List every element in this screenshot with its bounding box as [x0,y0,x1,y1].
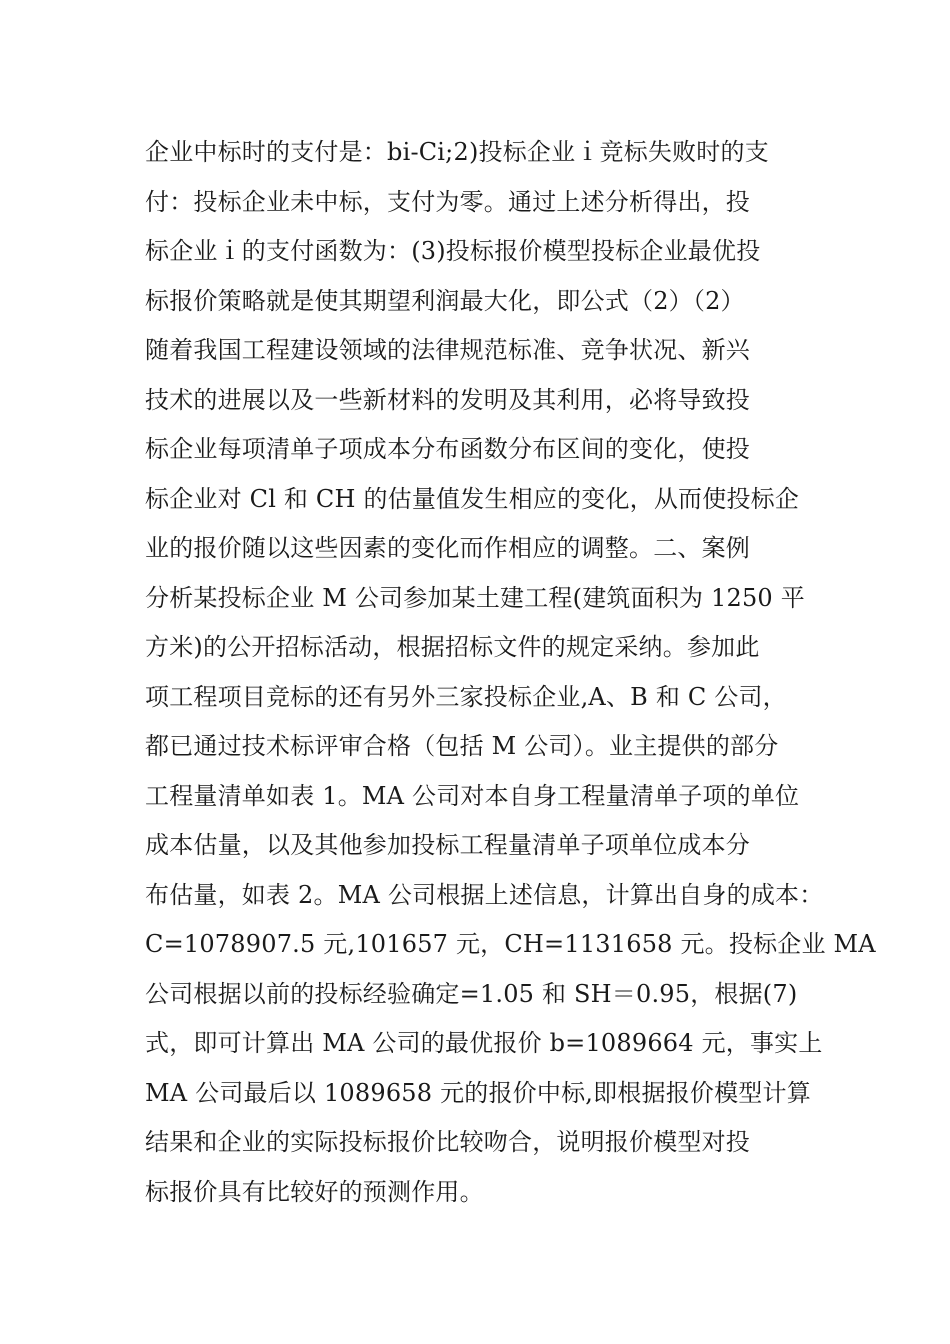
text-line: 标企业每项清单子项成本分布函数分布区间的变化，使投 [145,435,750,463]
text-line: 公司根据以前的投标经验确定=1.05 和 SH＝0.95，根据(7) [145,979,798,1008]
text-line: 工程量清单如表 1。MA 公司对本自身工程量清单子项的单位 [145,781,800,810]
text-line: 都已通过技术标评审合格（包括 M 公司）。业主提供的部分 [145,732,779,760]
text-line: 企业中标时的支付是：bi-Ci;2)投标企业ｉ竞标失败时的支 [145,138,769,166]
text-line: 布估量，如表 2。MA 公司根据上述信息，计算出自身的成本： [145,880,824,909]
body-paragraph [145,128,876,1217]
text-line: 标企业ｉ的支付函数为：(3)投标报价模型投标企业最优投 [145,237,761,265]
text-line: 标报价具有比较好的预测作用。 [145,1177,484,1206]
text-line: 式，即可计算出 MA 公司的最优报价 b=1089664 元，事实上 [145,1029,823,1057]
text-line: 方米)的公开招标活动，根据招标文件的规定采纳。参加此 [145,633,760,661]
text-line: 付：投标企业未中标，支付为零。通过上述分析得出，投 [145,187,750,216]
text-line: 标报价策略就是使其期望利润最大化，即公式（2）（2） [145,286,745,315]
text-line: C=1078907.5 元,101657 元，CH=1131658 元。投标企业 MA [145,930,876,958]
text-line: 分析某投标企业 M 公司参加某土建工程(建筑面积为 1250 平 [145,583,805,612]
text-line: MA 公司最后以 1089658 元的报价中标,即根据报价模型计算 [145,1078,811,1107]
text-line: 技术的进展以及一些新材料的发明及其利用，必将导致投 [145,385,750,414]
text-line: 结果和企业的实际投标报价比较吻合，说明报价模型对投 [145,1128,750,1156]
text-line: 成本估量，以及其他参加投标工程量清单子项单位成本分 [145,831,750,859]
text-line: 项工程项目竞标的还有另外三家投标企业,A、B 和 C 公司， [145,682,787,711]
text-line: 业的报价随以这些因素的变化而作相应的调整。二、案例 [145,534,750,562]
text-line: 随着我国工程建设领域的法律规范标准、竞争状况、新兴 [145,336,750,364]
text-line: 标企业对 Cl 和 CH 的估量值发生相应的变化，从而使投标企 [145,484,800,513]
